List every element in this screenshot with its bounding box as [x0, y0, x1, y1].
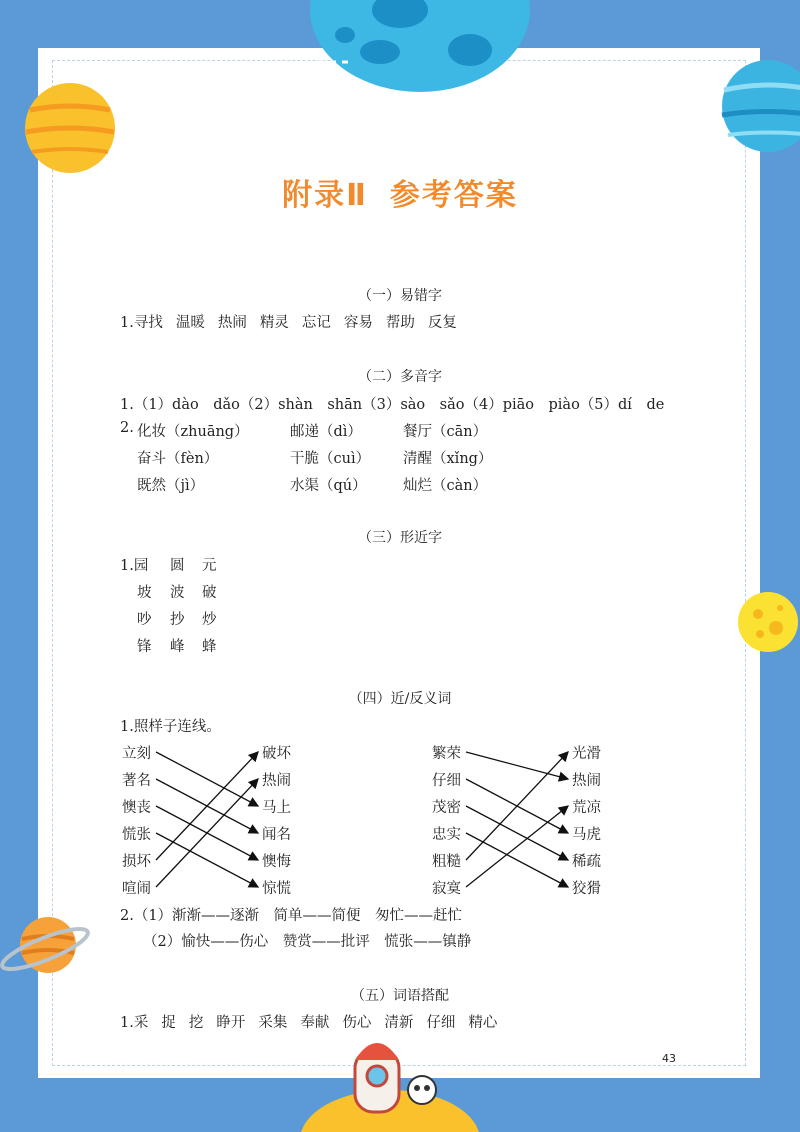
- match-word-right: 稀疏: [572, 854, 601, 870]
- right-group-arrow-3: [466, 833, 568, 887]
- answer-word: 仔细: [426, 1015, 456, 1031]
- polyphone-word: 化妆（zhuāng）: [137, 424, 249, 440]
- match-word-left: 喧闹: [122, 881, 151, 897]
- section-heading-2: （二）多音字: [358, 369, 442, 385]
- match-word-right: 马虎: [572, 827, 601, 843]
- answer-word: 寻找: [133, 315, 163, 331]
- answer-word: 反复: [427, 315, 457, 331]
- match-word-left: 懊丧: [122, 800, 151, 816]
- section-heading-5: （五）词语搭配: [351, 988, 449, 1004]
- match-word-left: 繁荣: [432, 746, 461, 762]
- left-group-arrow-0: [156, 752, 258, 806]
- match-word-right: 荒凉: [572, 800, 601, 816]
- polyphone-word: 奋斗（fèn）: [137, 451, 219, 467]
- answer-word: 精心: [468, 1015, 498, 1031]
- polyphone-word: 邮递（dì）: [290, 424, 362, 440]
- match-word-right: 惊慌: [262, 881, 291, 897]
- answer-word: 伤心: [342, 1015, 372, 1031]
- right-group-arrow-0: [466, 752, 568, 779]
- title-answers: 参考答案: [389, 178, 518, 213]
- left-group-arrow-3: [156, 833, 258, 887]
- synonym-antonym-line-1: 2.（1）渐渐——逐渐 简单——简便 匆忙——赶忙: [120, 908, 463, 924]
- match-word-left: 粗糙: [432, 854, 461, 870]
- polyphone-word: 既然（jì）: [137, 478, 205, 494]
- line-prefix: 1.: [120, 1015, 134, 1031]
- answer-word: 热闹: [217, 315, 247, 331]
- page-number: 43: [662, 1052, 676, 1065]
- answer-word: 睁开: [216, 1015, 246, 1031]
- answer-word: 温暖: [175, 315, 205, 331]
- answer-word: 挖: [188, 1015, 204, 1031]
- match-word-left: 立刻: [122, 746, 151, 762]
- left-group-arrow-4: [156, 752, 258, 860]
- similar-char: 元: [202, 558, 217, 574]
- match-word-right: 破坏: [262, 746, 291, 762]
- match-word-right: 闻名: [262, 827, 291, 843]
- answer-word: 捉: [161, 1015, 176, 1031]
- match-word-left: 寂寞: [432, 881, 461, 897]
- similar-char: 抄: [170, 612, 185, 628]
- match-word-right: 狡猾: [572, 881, 601, 897]
- answer-word: 采: [133, 1015, 149, 1031]
- match-word-right: 热闹: [572, 773, 601, 789]
- polyphone-word: 清醒（xǐng）: [403, 451, 493, 467]
- similar-char: 锋: [137, 639, 152, 655]
- answer-word: 清新: [384, 1015, 414, 1031]
- similar-char: 1.园: [120, 558, 149, 574]
- match-word-left: 损坏: [122, 854, 151, 870]
- row-prefix: 2.: [120, 420, 134, 436]
- match-word-right: 热闹: [262, 773, 291, 789]
- matching-instruction: 1.照样子连线。: [120, 719, 221, 735]
- synonym-antonym-line-2: （2）愉快——伤心 赞赏——批评 慌张——镇静: [143, 934, 472, 950]
- right-group-arrow-4: [466, 752, 568, 860]
- title-appendix: 附录Ⅱ: [282, 178, 368, 213]
- polyphone-word: 水渠（qú）: [290, 478, 367, 494]
- answer-word: 帮助: [385, 315, 415, 331]
- similar-char: 峰: [170, 639, 185, 655]
- match-word-left: 著名: [122, 773, 151, 789]
- match-word-right: 马上: [262, 800, 291, 816]
- match-word-left: 茂密: [432, 800, 461, 816]
- answer-word: 忘记: [301, 315, 331, 331]
- answer-word: 奉献: [300, 1015, 330, 1031]
- similar-char: 破: [202, 585, 217, 601]
- section-heading-1: （一）易错字: [358, 288, 442, 304]
- section-heading-3: （三）形近字: [358, 530, 442, 546]
- right-group-arrow-2: [466, 806, 568, 860]
- match-word-right: 懊悔: [262, 854, 291, 870]
- similar-char: 坡: [137, 585, 152, 601]
- similar-char: 圆: [170, 558, 185, 574]
- answer-word: 容易: [343, 315, 373, 331]
- similar-char: 吵: [137, 612, 152, 628]
- similar-char: 蜂: [202, 639, 217, 655]
- match-word-right: 光滑: [572, 746, 601, 762]
- answer-word: 采集: [258, 1015, 288, 1031]
- polyphone-word: 干脆（cuì）: [290, 451, 371, 467]
- similar-char: 波: [170, 585, 185, 601]
- pinyin-line: 1.（1）dào dǎo（2）shàn shān（3）sào sǎo（4）piāo piào（5）dí de: [120, 397, 665, 413]
- polyphone-word: 餐厅（cān）: [403, 424, 488, 440]
- left-group-arrow-5: [156, 779, 258, 887]
- section-5-line: [120, 1011, 510, 1032]
- match-word-left: 慌张: [122, 827, 151, 843]
- polyphone-word: 灿烂（càn）: [403, 478, 488, 494]
- section-heading-4: （四）近/反义词: [348, 691, 452, 707]
- similar-char: 炒: [202, 612, 217, 628]
- right-group-arrow-5: [466, 806, 568, 887]
- match-word-left: 忠实: [432, 827, 461, 843]
- match-word-left: 仔细: [432, 773, 461, 789]
- line-prefix: 1.: [120, 315, 134, 331]
- answer-word: 精灵: [259, 315, 289, 331]
